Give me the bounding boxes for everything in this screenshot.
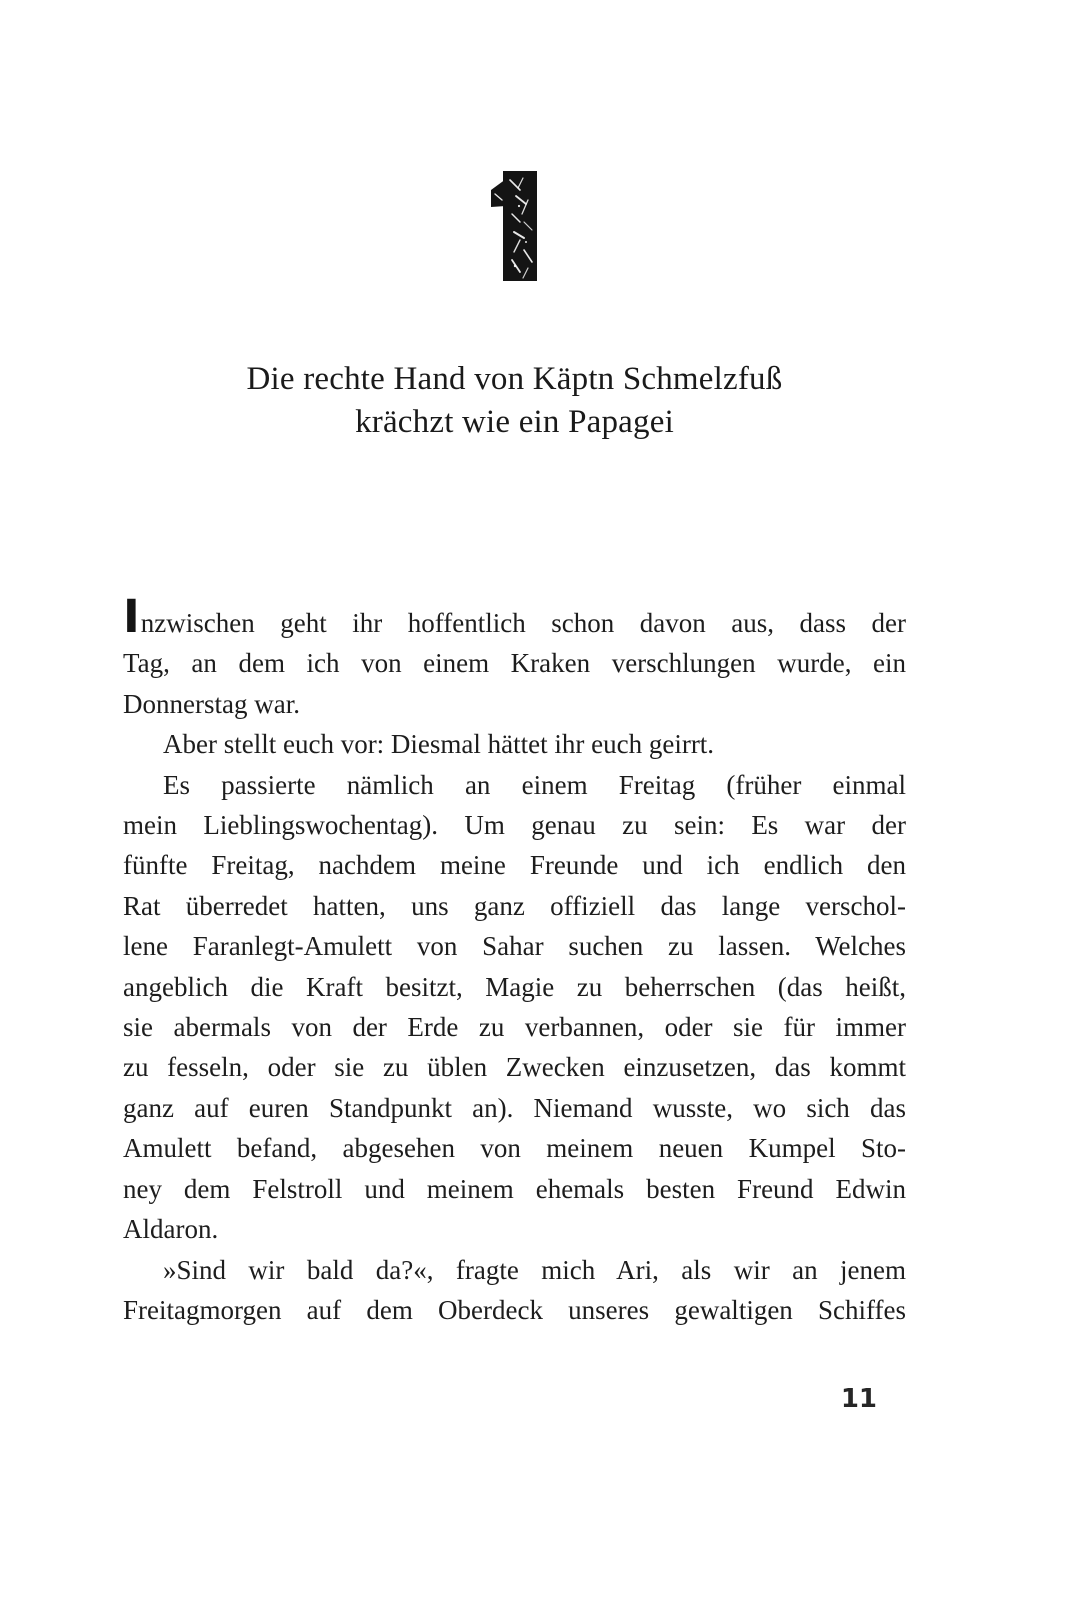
text-line: ganz auf euren Standpunkt an). Niemand wusste, wo sich das: [123, 1092, 906, 1123]
text-line: Inzwischen geht ihr hoffentlich schon davon aus, dass der: [123, 590, 906, 643]
text-line: angeblich die Kraft besitzt, Magie zu beherrschen (das heißt,: [123, 971, 906, 1002]
text-line: Freitagmorgen auf dem Oberdeck unseres gewaltigen Schiffes: [123, 1294, 906, 1325]
text-line: Tag, an dem ich von einem Kraken verschlungen wurde, ein: [123, 648, 906, 679]
text-line: Rat überredet hatten, uns ganz offiziell das lange verschol-: [123, 890, 906, 921]
chapter-title-line: Die rechte Hand von Käptn Schmelzfuß: [246, 361, 783, 397]
text-line: »Sind wir bald da?«, fragte mich Ari, als wir an jenem: [163, 1254, 906, 1285]
chapter-number: [123, 170, 906, 282]
chapter-title: [123, 358, 906, 444]
text-line: Es passierte nämlich an einem Freitag (früher einmal: [163, 769, 906, 800]
text-line: Donnerstag war.: [123, 688, 300, 719]
text-line: Aldaron.: [123, 1214, 219, 1245]
chapter-number-graphic: [490, 170, 540, 282]
text-line: lene Faranlegt-Amulett von Sahar suchen zu lassen. Welches: [123, 931, 906, 962]
text-line: mein Lieblingswochentag). Um genau zu sein: Es war der: [123, 810, 906, 841]
text-line: Aber stellt euch vor: Diesmal hättet ihr euch geirrt.: [163, 729, 715, 760]
text-line: ney dem Felstroll und meinem ehemals besten Freund Edwin: [123, 1173, 906, 1204]
page-number: 11: [840, 1384, 877, 1414]
text-line: zu fesseln, oder sie zu üblen Zwecken einzusetzen, das kommt: [123, 1052, 906, 1083]
drop-cap-initial: I: [123, 590, 141, 643]
text-line: fünfte Freitag, nachdem meine Freunde und ich endlich den: [123, 850, 906, 881]
text-line: sie abermals von der Erde zu verbannen, oder sie für immer: [123, 1012, 906, 1043]
chapter-title-line: krächzt wie ein Papagei: [355, 404, 674, 440]
body-text: [123, 590, 906, 1330]
text-line: Amulett befand, abgesehen von meinem neuen Kumpel Sto-: [123, 1133, 906, 1164]
